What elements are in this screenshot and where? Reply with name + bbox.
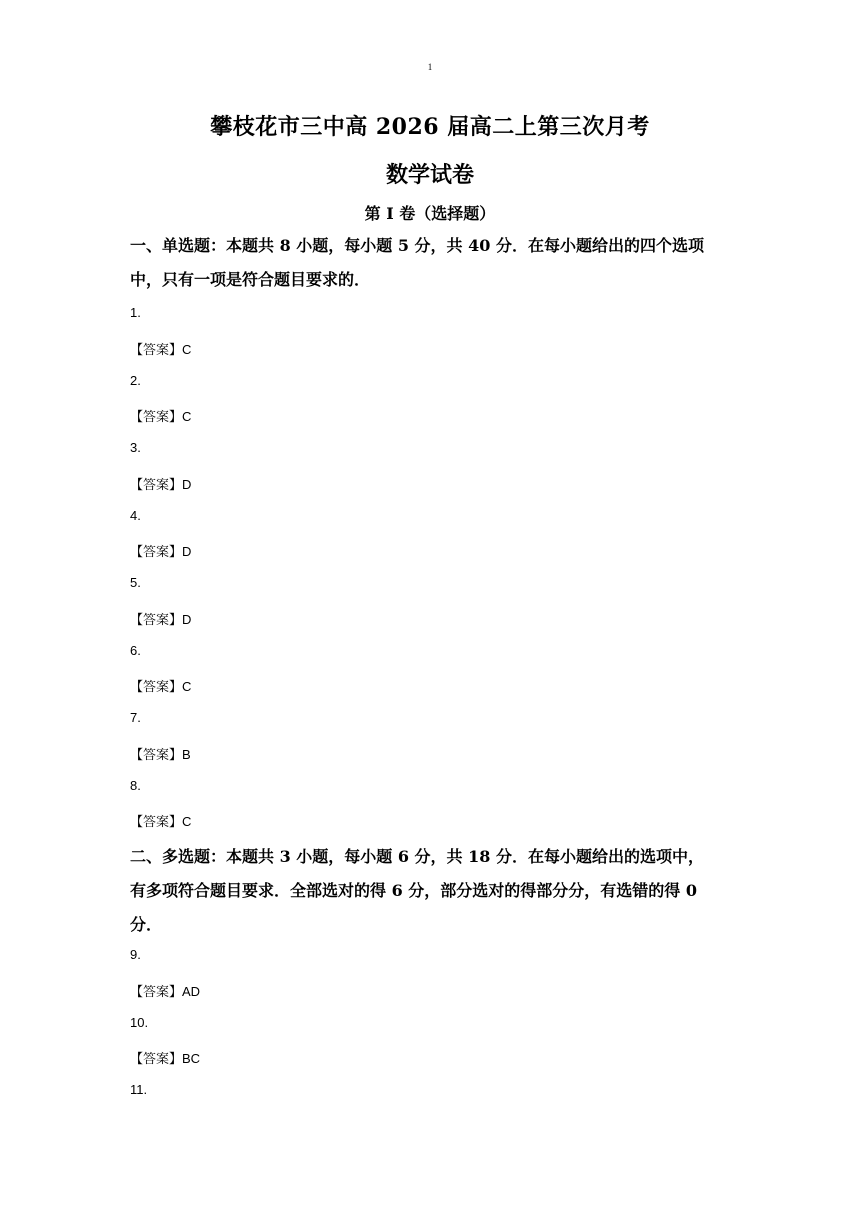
answer-line xyxy=(130,406,191,425)
answer-line xyxy=(130,339,191,358)
question-number: 11. xyxy=(130,1082,148,1097)
answer-value: D xyxy=(182,544,192,559)
answer-line xyxy=(130,474,191,493)
answer-value: C xyxy=(182,814,192,829)
answer-line xyxy=(130,676,191,695)
answer-prefix: 【答案】 xyxy=(130,1051,183,1066)
question-number: 1. xyxy=(130,305,141,320)
answer-value: B xyxy=(182,747,191,762)
answer-line xyxy=(130,1048,200,1067)
exam-subtitle: 数学试卷 xyxy=(385,162,474,188)
question-number: 9. xyxy=(130,947,141,962)
answer-line xyxy=(130,541,191,560)
section2-heading-line2: 有多项符合题目要求．全部选对的得 6 分，部分选对的得部分分，有选错的得 0 xyxy=(130,881,697,900)
page-number: 1 xyxy=(427,62,433,72)
question-number: 4. xyxy=(130,508,141,523)
answer-line xyxy=(130,981,200,1000)
question-number: 3. xyxy=(130,440,141,455)
answer-prefix: 【答案】 xyxy=(130,984,183,999)
question-number: 5. xyxy=(130,575,141,590)
section2-heading-line3: 分． xyxy=(130,915,163,934)
question-number: 6. xyxy=(130,643,141,658)
answer-prefix: 【答案】 xyxy=(130,409,183,424)
answer-prefix: 【答案】 xyxy=(130,342,183,357)
answer-prefix: 【答案】 xyxy=(130,612,183,627)
answer-line xyxy=(130,811,191,830)
exam-title: 攀枝花市三中高 2026 届高二上第三次月考 xyxy=(210,114,650,140)
section2-heading-line1: 二、多选题：本题共 3 小题，每小题 6 分，共 18 分．在每小题给出的选项中， xyxy=(130,847,704,866)
answer-line xyxy=(130,744,191,763)
answer-prefix: 【答案】 xyxy=(130,544,183,559)
volume-label: 第 I 卷（选择题） xyxy=(364,204,496,223)
answer-prefix: 【答案】 xyxy=(130,747,183,762)
answer-value: C xyxy=(182,342,192,357)
question-number: 7. xyxy=(130,710,141,725)
answer-value: AD xyxy=(182,984,201,999)
question-number: 10. xyxy=(130,1015,149,1030)
answer-value: D xyxy=(182,612,192,627)
question-number: 8. xyxy=(130,778,141,793)
answer-line xyxy=(130,609,191,628)
answer-value: C xyxy=(182,679,192,694)
section1-heading-line2: 中，只有一项是符合题目要求的． xyxy=(130,270,371,289)
answer-value: BC xyxy=(182,1051,201,1066)
answer-prefix: 【答案】 xyxy=(130,679,183,694)
answer-prefix: 【答案】 xyxy=(130,477,183,492)
answer-value: C xyxy=(182,409,192,424)
answer-value: D xyxy=(182,477,192,492)
question-number: 2. xyxy=(130,373,141,388)
section1-heading-line1: 一、单选题：本题共 8 小题，每小题 5 分，共 40 分．在每小题给出的四个选项 xyxy=(130,236,704,255)
answer-prefix: 【答案】 xyxy=(130,814,183,829)
